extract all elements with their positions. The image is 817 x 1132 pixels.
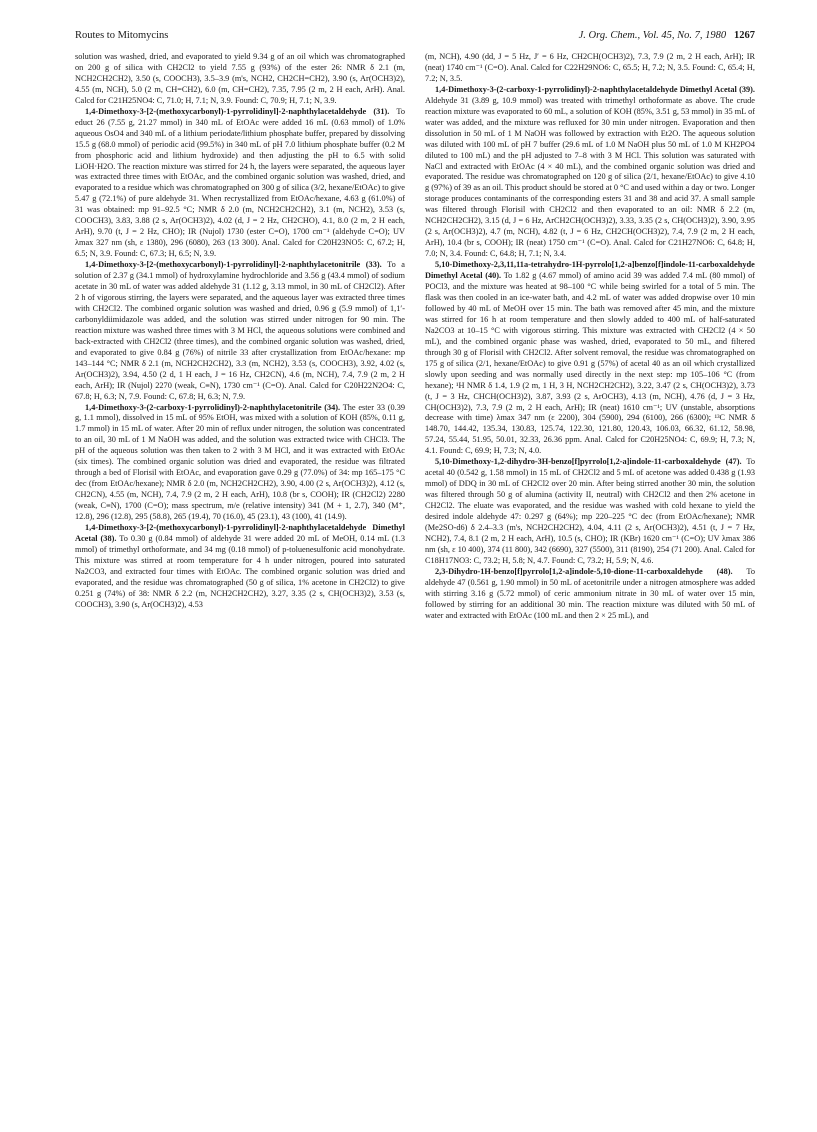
paragraph <box>425 52 755 85</box>
paragraph <box>75 52 405 107</box>
paragraph <box>75 260 405 402</box>
paragraph-text: The ester 33 (0.39 g, 1.1 mmol), dissolved in 15 mL of 95% EtOH, was mixed with a solution of KOH (85%, 0.11 g, 1.7 mmol) in 15 mL of water. After 20 min of reflux under nitrogen, the solution was concentrated to an oil, 30 mL of 1 M NaOH was added, and the solution was extracted twice with CHCl3. The pH of the aqueous solution was then taken to 2 with 3 M HCl, and it was extracted with EtOAc (six times). The combined organic solution was dried and evaporated, the residue was filtrated through a bed of Florisil with EtOAc, and evaporation gave 0.29 g (77.0%) of 34: mp 165–175 °C dec (from EtOAc/hexane); NMR δ 2.0 (m, NCH2CH2CH2), 3.90, 4.00 (2 s, Ar(OCH3)2), 4.12 (s, CH2CN), 4.55 (m, NCH), 7.4, 7.9 (2 m, 2 H each, ArH), 10.8 (br s, COOH); IR (CH2Cl2) 2280 (weak, C≡N), 1700 (C=O); mass spectrum, m/e (relative intensity) 341 (M + 1, 2.7), 340 (M⁺, 12.8), 296 (12.8), 295 (58.8), 265 (19.4), 70 (16.0), 45 (23.1), 43 (100), 41 (14.9). <box>75 402 405 522</box>
paragraph-text: To 0.30 g (0.84 mmol) of aldehyde 31 were added 20 mL of MeOH, 0.14 mL (1.3 mmol) of trimethyl orthoformate, and 34 mg (0.18 mmol) of p-toluenesulfonic acid monohydrate. This mixture was stirred at room temperature for 4 h under nitrogen, poured into saturated Na2CO3, and extracted four times with EtOAc. The combined organic solution was dried and evaporated, and the residue was chromatographed (50 g of silica, 1% acetone in CH2Cl2) to give 0.251 g (74%) of 38: NMR δ 2.2 (m, NCH2CH2CH2), 3.27, 3.35 (2 s, CH(OCH3)2), 3.53 (s, COOCH3), 3.90 (s, Ar(OCH3)2), 4.53 <box>75 533 406 609</box>
compound-heading: 5,10-Dimethoxy-2,3,11,11a-tetrahydro-1H-pyrrolo[1,2-a]benzo[f]indole-11-carboxaldehyde Dimethyl Acetal (40). <box>425 260 755 281</box>
paragraph-text: Aldehyde 31 (3.89 g, 10.9 mmol) was treated with trimethyl orthoformate as above. The crude reaction mixture was evaporated to 60 mL, a solution of KOH (85%, 3.51 g, 53 mmol) in 35 mL of water was added, and the mixture was refluxed for 30 min under nitrogen. Evaporation and then dissolution in 50 mL of 1 M NaOH was followed by extraction with Et2O. The aqueous solution was diluted with 100 mL of pH 7 buffer (29.6 mL of 1.0 M NaOH plus 50 mL of 1.0 M KH2PO4 diluted to 100 mL) and the pH adjusted to 7–8 with 3 M HCl. This solution was saturated with NaCl and extracted with EtOAc (4 × 40 mL), and the combined organic solution was dried and evaporated. The residue was chromatographed on 120 g of silica (2/1, hexane/EtOAc) to give 4.10 g (97%) of 39 as an oil. This product should be stored at 0 °C and used within a day or two. Longer storage produces contaminants of the corresponding esters 31 and 38 and acid 37. A small sample was filtered through Florisil with CH2Cl2 and then evaporated to an oil: NMR δ 2.2 (m, NCH2CH2CH2), 3.15 (d, J = 6 Hz, ArCH2CH(OCH3)2), 3.33, 3.35 (2 s, CH(OCH3)2), 3.90, 3.95 (2 s, Ar(OCH3)2), 4.7 (m, NCH), 4.82 (t, J = 6 Hz, CH2CH(OCH3)2), 7.4, 7.9 (2 m, 2 H each, ArH), 10.4 (br s, COOH); IR (neat) 1750 cm⁻¹ (C=O). Anal. Calcd for C21H27NO6: C, 64.8; H, 7.0; N, 3.4. Found: C, 64.8; H, 7.1; N, 3.4. <box>425 95 755 259</box>
compound-heading: 1,4-Dimethoxy-3-[2-(methoxycarbonyl)-1-pyrrolidinyl]-2-naphthylacetaldehyde (31). <box>85 106 390 116</box>
paragraph-text: solution was washed, dried, and evaporated to yield 9.34 g of an oil which was chromatographed on 200 g of silica with CH2Cl2 to yield 7.55 g (93%) of the ester 26: NMR δ 2.1 (m, NCH2CH2CH2), 3.50 (s, COOCH3), 3.5–3.9 (m's, NCH2, CH2CH=CH2), 3.90 (s, Ar(OCH3)2), 4.55 (m, NCH), 5.0 (2 m, CH=CH2), 6.0 (m, CH=CH2), 7.35, 7.95 (2 m, 2 H each, ArH). Anal. Calcd for C21H25NO4: C, 71.0; H, 7.1; N, 3.9. Found: C, 70.9; H, 7.1; N, 3.9. <box>75 52 405 105</box>
compound-heading: 1,4-Dimethoxy-3-(2-carboxy-1-pyrrolidinyl)-2-naphthylacetonitrile (34). <box>85 402 341 412</box>
left-column <box>75 52 405 611</box>
compound-heading: 5,10-Dimethoxy-1,2-dihydro-3H-benzo[f]pyrrolo[1,2-a]indole-11-carboxaldehyde (47). <box>435 457 742 467</box>
journal-name: J. Org. Chem., Vol. 45, No. 7, 1980 <box>578 30 727 41</box>
paragraph-text: To 1.82 g (4.67 mmol) of amino acid 39 was added 7.4 mL (80 mmol) of POCl3, and the mixture was heated at 98–100 °C while being swirled for a total of 5 min. The flask was then cooled in an ice-water bath, and 4.2 mL of water was added dropwise over 10 min followed by 40 mL of MeOH over 15 min. The bath was removed after 45 min, and the mixture was stirred for 16 h at room temperature and then slowly added to 400 mL of half-saturated Na2CO3 at 10–15 °C with vigorous stirring. This mixture was extracted with CH2Cl2 (4 × 50 mL), and the combined organic phase was washed, dried, evaporated to 50 mL, and filtered through 30 g of Florisil with CH2Cl2. After solvent removal, the residue was chromatographed on 175 g of silica (2/1, hexane/EtOAc) to give 0.91 g (57%) of acetal 40 as an oil which crystallized slowly upon seeding and was normally used directly in the next step: mp 105–106 °C (from hexane); ¹H NMR δ 1.4, 1.9 (2 m, 1 H, 3 H, NCH2CH2CH2), 3.22, 3.47 (2 s, CH(OCH3)2), 3.73 (t, J = 3 Hz, CHCH(OCH3)2), 3.87, 3.93 (2 s, ArOCH3), 4.13 (m, NCH), 4.76 (d, J = 3 Hz, CH(OCH3)2), 7.3, 7.9 (2 m, 2 H each, ArH); IR (neat) 1610 cm⁻¹; UV (unstable, absorptions decrease with time) λmax 347 nm (ε 2200), 304 (5900), 294 (6100), 266 (6300); ¹³C NMR δ 148.70, 144.42, 135.34, 130.83, 125.74, 122.30, 121.80, 120.43, 106.03, 66.32, 61.12, 58.98, 57.24, 55.44, 51.95, 50.01, 32.33, 26.36 ppm. Anal. Calcd for C20H25NO4: C, 69.9; H, 7.3; N, 4.1. Found: C, 69.9; H, 7.3; N, 4.0. <box>425 271 755 456</box>
paragraph-text: To aldehyde 47 (0.561 g, 1.90 mmol) in 50 mL of acetonitrile under a nitrogen atmosphere was added with stirring 3.16 g (5.72 mmol) of ceric ammonium nitrate in 30 mL of water over 15 min, followed by stirring for an additional 30 min. The reaction mixture was diluted with 50 mL of water and extracted with EtOAc (100 mL and then 2 × 25 mL), and <box>425 566 755 620</box>
paragraph <box>75 523 405 611</box>
compound-heading: 2,3-Dihydro-1H-benzo[f]pyrrolo[1,2-a]indole-5,10-dione-11-carboxaldehyde (48). <box>435 566 733 576</box>
right-column <box>425 52 755 622</box>
journal-citation <box>579 30 755 41</box>
paragraph-text: To a solution of 2.37 g (34.1 mmol) of hydroxylamine hydrochloride and 3.56 g (43.4 mmol) of sodium acetate in 30 mL of water was added aldehyde 31 (1.12 g, 3.13 mmol, in 30 mL of CH2Cl2). After 2 h of vigorous stirring, the layers were separated, and the aqueous layer was extracted three times with CH2Cl2. The combined organic solution was washed and dried, 0.96 g (5.9 mmol) of 1,1′-carbonyldiimidazole was added, and the solution was stirred under nitrogen for 90 min. The reaction mixture was washed three times with 3 M HCl, the aqueous solutions were combined and back-extracted with CH2Cl2 (three times), and the combined organic solution was washed, dried, and evaporated to give 0.84 g (76%) of nitrile 33 after crystallization from EtOAc/hexane: mp 143–144 °C; NMR δ 2.1 (m, NCH2CH2CH2), 3.3 (m, NCH2), 3.53 (s, COOCH3), 3.92, 4.02 (s, Ar(OCH3)2), 3.94, 4.50 (2 d, 1 H each, J = 16 Hz, CH2CN), 4.6 (m, NCH), 7.4, 7.9 (2 m, 2 H each, ArH); IR (Nujol) 2270 (weak, C≡N), 1730 cm⁻¹ (C=O). Anal. Calcd for C20H22N2O4: C, 67.8; H, 6.3; N, 7.9. Found: C, 67.8; H, 6.3; N, 7.9. <box>75 260 405 401</box>
compound-heading: 1,4-Dimethoxy-3-(2-carboxy-1-pyrrolidinyl)-2-naphthylacetaldehyde Dimethyl Acetal (39). <box>435 84 755 94</box>
paragraph <box>425 457 755 567</box>
paragraph <box>75 403 405 523</box>
paragraph-text: (m, NCH), 4.90 (dd, J = 5 Hz, J′ = 6 Hz, CH2CH(OCH3)2), 7.3, 7.9 (2 m, 2 H each, ArH); IR (neat) 1740 cm⁻¹ (C=O). Anal. Calcd for C22H29NO6: C, 65.5; H, 7.2; N, 3.5. Found: C, 65.4; H, 7.2; N, 3.5. <box>425 52 755 83</box>
running-header <box>75 30 755 46</box>
paragraph <box>75 107 405 260</box>
running-title: Routes to Mitomycins <box>75 30 169 41</box>
compound-heading: 1,4-Dimethoxy-3-[2-(methoxycarbonyl)-1-pyrrolidinyl]-2-naphthylacetaldehyde Dimethyl Acetal (38). <box>75 522 405 543</box>
paragraph <box>425 85 755 260</box>
paragraph <box>425 260 755 457</box>
page-number: 1267 <box>734 30 755 41</box>
compound-heading: 1,4-Dimethoxy-3-[2-(methoxycarbonyl)-1-pyrrolidinyl]-2-naphthylacetonitrile (33). <box>85 260 382 270</box>
paragraph-text: To acetal 40 (0.542 g, 1.58 mmol) in 15 mL of CH2Cl2 and 5 mL of acetone was added 0.438 g (1.93 mmol) of DDQ in 30 mL of CH2Cl2 over 20 min. After being stirred another 30 min, the solution was filtered through 50 g of alumina (activity II, neutral) with CH2Cl2 and then 2% acetone in CH2Cl2. The eluate was evaporated, and the residue was washed with cold hexane to yield the desired indole aldehyde 47: 0.297 g (64%); mp 220–225 °C dec (from EtOAc/hexane); NMR (Me2SO-d6) δ 2.4–3.3 (m's, NCH2CH2CH2), 4.04, 4.11 (2 s, Ar(OCH3)2), 4.51 (t, J = 7 Hz, NCH2), 7.4, 8.1 (2 m, 2 H each, ArH), 10.5 (s, CHO); IR (KBr) 1620 cm⁻¹ (C=O); UV λmax 386 nm (sh, ε 10 400), 374 (11 800), 342 (6690), 327 (5500), 311 (8190), 254 (71 200). Anal. Calcd for C18H17NO3: C, 73.2; H, 5.8; N, 4.7. Found: C, 73.2; H, 5.9; N, 4.6. <box>425 457 755 565</box>
paragraph-text: To educt 26 (7.55 g, 21.27 mmol) in 340 mL of EtOAc were added 16 mL (0.63 mmol) of 1.0% aqueous OsO4 and 340 mL of a lithium periodate/lithium phosphate buffer, prepared by dissolving 15.5 g (68.0 mmol) of periodic acid (99.5%) in 340 mL of pH 7.0 lithium phosphate buffer (0.2 M from phosphoric acid and lithium hydroxide) and then adjusting the pH to 6.5 with solid LiOH·H2O. The reaction mixture was stirred for 24 h, the layers were separated, the aqueous layer was extracted three times with EtOAc, and the combined organic solution was washed, dried, and evaporated to a residue which was chromatographed on 300 g of silica (3/2, hexane/EtOAc) to give 5.47 g (72.1%) of pure aldehyde 31. When recrystallized from EtOAc/hexane, 4.63 g (61.0%) of 31 was obtained: mp 91–92.5 °C; NMR δ 2.0 (m, NCH2CH2CH2), 3.1 (m, NCH2), 3.53 (s, COOCH3), 3.83, 3.88 (2 s, Ar(OCH3)2), 4.02 (d, J = 2 Hz, CH2CHO), 4.1, 8.0 (2 m, 2 H each, ArH), 9.70 (t, J = 2 Hz, CHO); IR (Nujol) 1730 (ester C=O), 1700 cm⁻¹ (aldehyde C=O); UV λmax 327 nm (sh, ε 1380), 296 (6080), 263 (13 300). Anal. Calcd for C20H23NO5: C, 67.2; H, 6.5; N, 3.9. Found: C, 67.3; H, 6.5; N, 3.9. <box>75 106 405 259</box>
paragraph <box>425 567 755 622</box>
